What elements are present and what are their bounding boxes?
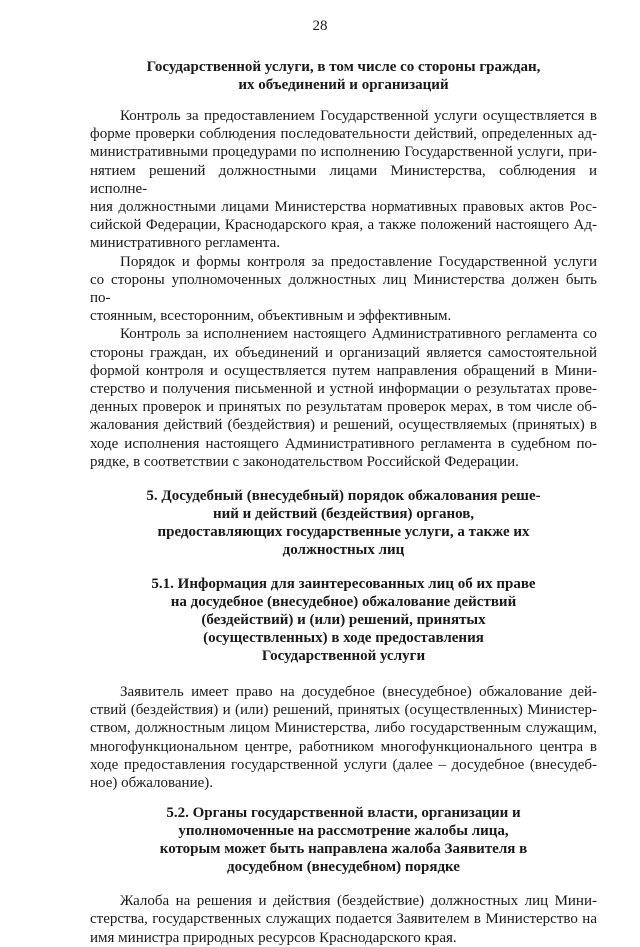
page-number: 28 <box>312 18 328 34</box>
section-heading <box>90 58 597 94</box>
text-line: (бездействий) и (или) решений, принятых <box>201 612 486 629</box>
text-line: ходе исполнения настоящего Административного регламента в судебном по- <box>90 435 597 452</box>
text-line: Государственной услуги, в том числе со стороны граждан, <box>146 59 541 75</box>
body-paragraph <box>90 325 597 471</box>
text-line: Контроль за предоставлением Государственной услуги осуществляется в <box>120 108 597 124</box>
section-heading <box>90 804 597 876</box>
text-line: уполномоченные на рассмотрение жалобы лица, <box>178 823 509 840</box>
text-line: формой контроля и осуществляется путем направления обращений в Мини- <box>90 362 597 379</box>
body-paragraph <box>90 683 597 792</box>
text-line: сийской Федерации, Краснодарского края, а также положений настоящего Ад- <box>90 217 597 234</box>
text-line: 5. Досудебный (внесудебный) порядок обжалования реше- <box>146 488 541 505</box>
body-paragraph <box>90 253 597 326</box>
text-line: имя министра природных ресурсов Краснодарского края. <box>90 929 457 946</box>
text-line: министративного регламента. <box>90 235 280 252</box>
text-line: их объединений и организаций <box>238 77 449 93</box>
text-line: стерства, государственных служащих подается Заявителем в Министерство на <box>90 911 597 928</box>
text-line: многофункциональном центре, работником многофункционального центра в <box>90 738 597 755</box>
text-line: ний и действий (бездействия) органов, <box>212 506 475 523</box>
text-line: досудебном (внесудебном) порядке <box>227 859 460 876</box>
body-paragraph <box>90 107 597 253</box>
text-line: форме проверки соблюдения последовательности действий, определенных ад- <box>90 126 597 143</box>
text-line: рядке, в соответствии с законодательством Российской Федерации. <box>90 453 519 470</box>
section-heading <box>90 487 597 559</box>
text-line: стерство и получения письменной и устной информации о результатах прове- <box>90 381 597 398</box>
text-line: Контроль за исполнением настоящего Административного регламента со <box>120 326 597 343</box>
text-line: ствий (бездействия) и (или) решений, принятых (осуществленных) Министер- <box>90 702 597 719</box>
text-line: ния должностными лицами Министерства нормативных правовых актов Рос- <box>90 199 597 216</box>
text-line: 5.1. Информация для заинтересованных лиц об их праве <box>151 576 536 593</box>
text-line: стороны граждан, их объединений и организаций является самостоятельной <box>90 344 597 361</box>
text-line: Порядок и формы контроля за предоставление Государственной услуги <box>120 253 597 270</box>
text-line: которым может быть направлена жалоба Заявителя в <box>159 841 528 858</box>
document-body <box>90 58 597 947</box>
text-line: Государственной услуги <box>261 648 426 665</box>
text-line: жалования действий (бездействия) и решений, осуществляемых (принятых) в <box>90 417 597 434</box>
text-line: Заявитель имеет право на досудебное (внесудебное) обжалование дей- <box>120 684 597 701</box>
text-line: нятием решений должностными лицами Министерства, соблюдения и исполне- <box>90 162 597 197</box>
body-paragraph <box>90 892 597 947</box>
text-line: 5.2. Органы государственной власти, организации и <box>166 805 521 822</box>
text-line: со стороны уполномоченных должностных лиц Министерства должен быть по- <box>90 271 597 307</box>
text-line: (осуществленных) в ходе предоставления <box>203 630 484 647</box>
text-line: ное) обжалование). <box>90 775 214 792</box>
text-line: предоставляющих государственные услуги, а также их <box>157 524 530 541</box>
text-line: ходе предоставления государственной услуги (далее – досудебное (внесудеб- <box>90 756 597 773</box>
text-line: Жалоба на решения и действия (бездействие) должностных лиц Мини- <box>120 893 597 910</box>
text-line: на досудебное (внесудебное) обжалование действий <box>170 594 517 611</box>
text-line: ством, должностным лицом Министерства, либо государственным служащим, <box>90 720 597 737</box>
text-line: министративными процедурами по исполнению Государственной услуги, при- <box>90 144 597 161</box>
text-line: денных проверок и принятых по результатам проверок мерах, в том числе об- <box>90 399 597 416</box>
text-line: стоянным, всесторонним, объективным и эффективным. <box>90 308 452 325</box>
text-line: должностных лиц <box>282 542 405 559</box>
section-heading <box>90 575 597 665</box>
